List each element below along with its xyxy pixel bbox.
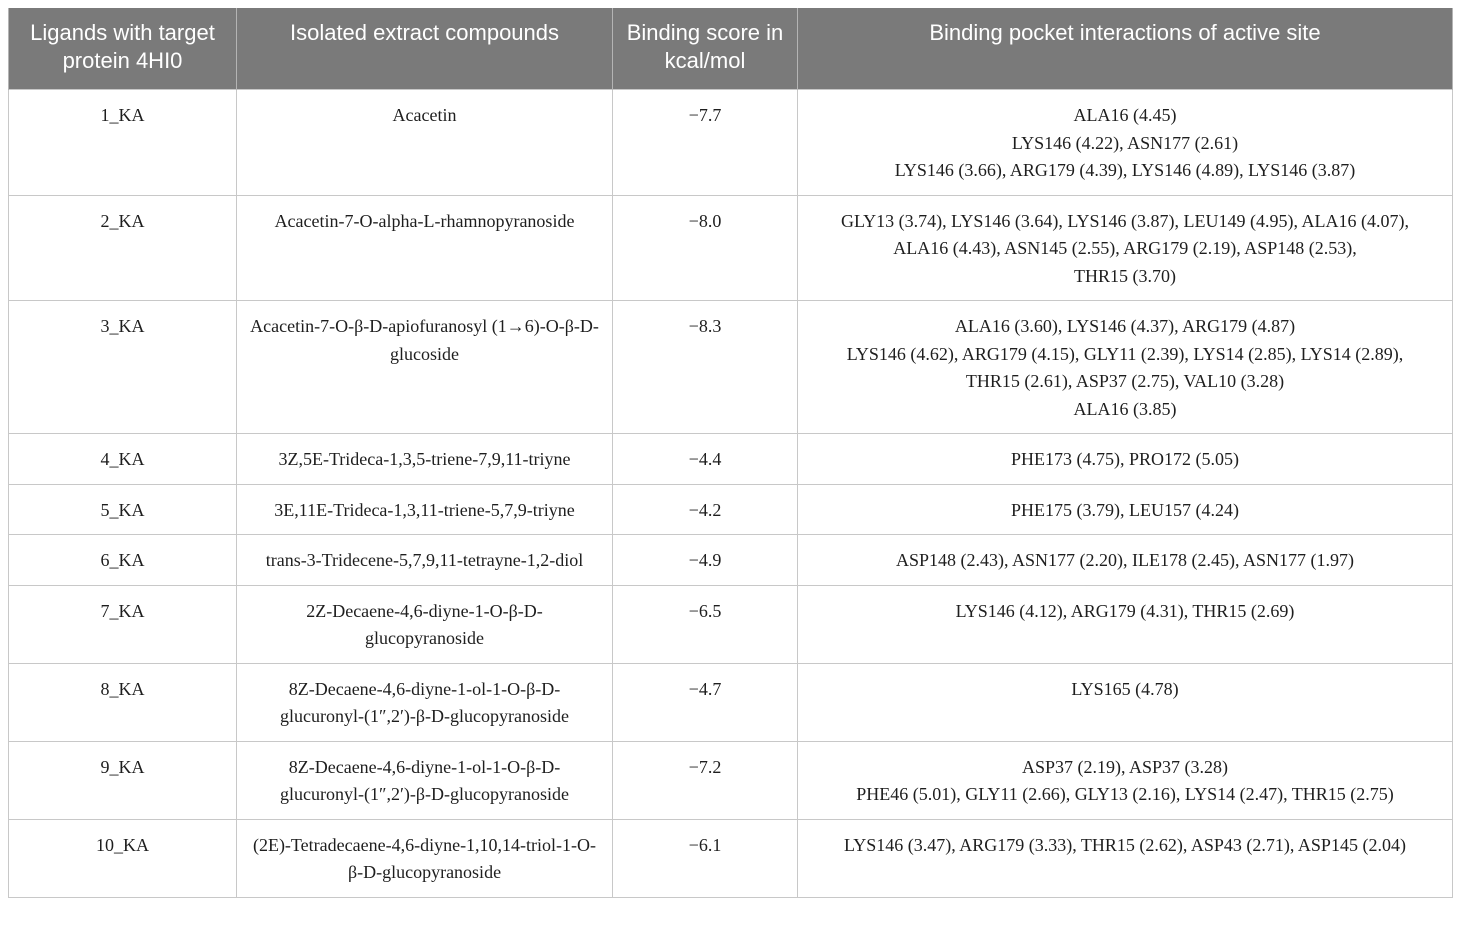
interaction-line: LYS165 (4.78) bbox=[1071, 678, 1179, 699]
table-row bbox=[9, 434, 1453, 485]
compound-name: trans-3-Tridecene-5,7,9,11-tetrayne-1,2-diol bbox=[265, 550, 584, 570]
score-cell: −4.9 bbox=[613, 535, 798, 586]
compound-name: 3E,11E-Trideca-1,3,11-triene-5,7,9-triyne bbox=[274, 499, 575, 520]
compound-name: 8Z-Decaene-4,6-diyne-1-ol-1-O-β-D-glucuronyl-(1″,2′)-β-D-glucopyranoside bbox=[279, 678, 569, 726]
compound-cell bbox=[237, 90, 613, 196]
compound-cell bbox=[237, 741, 613, 819]
header-ligand: Ligands with target protein 4HI0 bbox=[9, 8, 237, 90]
score-cell: −4.2 bbox=[613, 484, 798, 535]
compound-name: Acacetin-7-O-β-D-apiofuranosyl (1→6)-O-β-D-glucoside bbox=[250, 316, 599, 364]
ligand-cell: 2_KA bbox=[9, 195, 237, 301]
interaction-line: LYS146 (3.66), ARG179 (4.39), LYS146 (4.89), LYS146 (3.87) bbox=[894, 160, 1356, 180]
table-row bbox=[9, 535, 1453, 586]
interaction-line: THR15 (3.70) bbox=[1074, 265, 1176, 286]
interaction-line: LYS146 (4.22), ASN177 (2.61) bbox=[1011, 132, 1239, 153]
header-row bbox=[9, 8, 1453, 90]
compound-cell bbox=[237, 535, 613, 586]
docking-results-table bbox=[8, 8, 1453, 898]
table-row bbox=[9, 585, 1453, 663]
ligand-cell: 9_KA bbox=[9, 741, 237, 819]
table-row bbox=[9, 484, 1453, 535]
interaction-line: ASP148 (2.43), ASN177 (2.20), ILE178 (2.45), ASN177 (1.97) bbox=[896, 550, 1354, 570]
compound-cell bbox=[237, 195, 613, 301]
score-cell: −6.1 bbox=[613, 819, 798, 897]
compound-name: 8Z-Decaene-4,6-diyne-1-ol-1-O-β-D-glucuronyl-(1″,2′)-β-D-glucopyranoside bbox=[279, 756, 569, 804]
interaction-line: LYS146 (3.47), ARG179 (3.33), THR15 (2.62), ASP43 (2.71), ASP145 (2.04) bbox=[844, 834, 1406, 855]
interactions-cell bbox=[798, 90, 1453, 196]
score-cell: −4.7 bbox=[613, 663, 798, 741]
interaction-line: ALA16 (3.85) bbox=[1073, 398, 1177, 419]
ligand-cell: 1_KA bbox=[9, 90, 237, 196]
compound-cell bbox=[237, 484, 613, 535]
ligand-cell: 4_KA bbox=[9, 434, 237, 485]
header-interactions: Binding pocket interactions of active site bbox=[798, 8, 1453, 90]
score-cell: −7.7 bbox=[613, 90, 798, 196]
interaction-line: PHE175 (3.79), LEU157 (4.24) bbox=[1011, 499, 1239, 520]
compound-cell bbox=[237, 301, 613, 434]
table-body bbox=[9, 90, 1453, 898]
ligand-cell: 7_KA bbox=[9, 585, 237, 663]
interaction-line: ALA16 (4.45) bbox=[1073, 105, 1177, 125]
table-row bbox=[9, 741, 1453, 819]
table-row bbox=[9, 663, 1453, 741]
ligand-cell: 10_KA bbox=[9, 819, 237, 897]
ligand-cell: 5_KA bbox=[9, 484, 237, 535]
interactions-cell bbox=[798, 535, 1453, 586]
score-cell: −7.2 bbox=[613, 741, 798, 819]
compound-cell bbox=[237, 434, 613, 485]
compound-name: 2Z-Decaene-4,6-diyne-1-O-β-D-glucopyranoside bbox=[306, 600, 543, 648]
interaction-line: THR15 (2.61), ASP37 (2.75), VAL10 (3.28) bbox=[965, 371, 1285, 391]
compound-name: Acacetin bbox=[392, 105, 457, 125]
interaction-line: LYS146 (4.12), ARG179 (4.31), THR15 (2.69) bbox=[955, 600, 1295, 621]
score-cell: −6.5 bbox=[613, 585, 798, 663]
header-compound: Isolated extract compounds bbox=[237, 8, 613, 90]
interaction-line: ALA16 (3.60), LYS146 (4.37), ARG179 (4.87) bbox=[954, 316, 1296, 336]
interaction-line: LYS146 (4.62), ARG179 (4.15), GLY11 (2.39), LYS14 (2.85), LYS14 (2.89), bbox=[846, 343, 1404, 364]
interactions-cell bbox=[798, 663, 1453, 741]
ligand-cell: 3_KA bbox=[9, 301, 237, 434]
interactions-cell bbox=[798, 434, 1453, 485]
interactions-cell bbox=[798, 741, 1453, 819]
compound-name: 3Z,5E-Trideca-1,3,5-triene-7,9,11-triyne bbox=[278, 449, 571, 469]
table-header bbox=[9, 8, 1453, 90]
table-row bbox=[9, 819, 1453, 897]
compound-name: Acacetin-7-O-alpha-L-rhamnopyranoside bbox=[274, 210, 575, 231]
compound-name: (2E)-Tetradecaene-4,6-diyne-1,10,14-triol-1-O-β-D-glucopyranoside bbox=[252, 834, 597, 882]
compound-cell bbox=[237, 819, 613, 897]
score-cell: −4.4 bbox=[613, 434, 798, 485]
compound-cell bbox=[237, 585, 613, 663]
interaction-line: GLY13 (3.74), LYS146 (3.64), LYS146 (3.87), LEU149 (4.95), ALA16 (4.07), bbox=[840, 210, 1410, 231]
interactions-cell bbox=[798, 585, 1453, 663]
ligand-cell: 8_KA bbox=[9, 663, 237, 741]
table-row bbox=[9, 90, 1453, 196]
interaction-line: ASP37 (2.19), ASP37 (3.28) bbox=[1021, 756, 1229, 777]
interaction-line: ALA16 (4.43), ASN145 (2.55), ARG179 (2.19), ASP148 (2.53), bbox=[893, 238, 1357, 258]
score-cell: −8.0 bbox=[613, 195, 798, 301]
score-cell: −8.3 bbox=[613, 301, 798, 434]
ligand-cell: 6_KA bbox=[9, 535, 237, 586]
interactions-cell bbox=[798, 301, 1453, 434]
interactions-cell bbox=[798, 484, 1453, 535]
interaction-line: PHE46 (5.01), GLY11 (2.66), GLY13 (2.16), LYS14 (2.47), THR15 (2.75) bbox=[856, 784, 1394, 804]
interactions-cell bbox=[798, 195, 1453, 301]
header-score: Binding score in kcal/mol bbox=[613, 8, 798, 90]
interactions-cell bbox=[798, 819, 1453, 897]
table-row bbox=[9, 195, 1453, 301]
interaction-line: PHE173 (4.75), PRO172 (5.05) bbox=[1011, 449, 1239, 469]
compound-cell bbox=[237, 663, 613, 741]
table-row bbox=[9, 301, 1453, 434]
